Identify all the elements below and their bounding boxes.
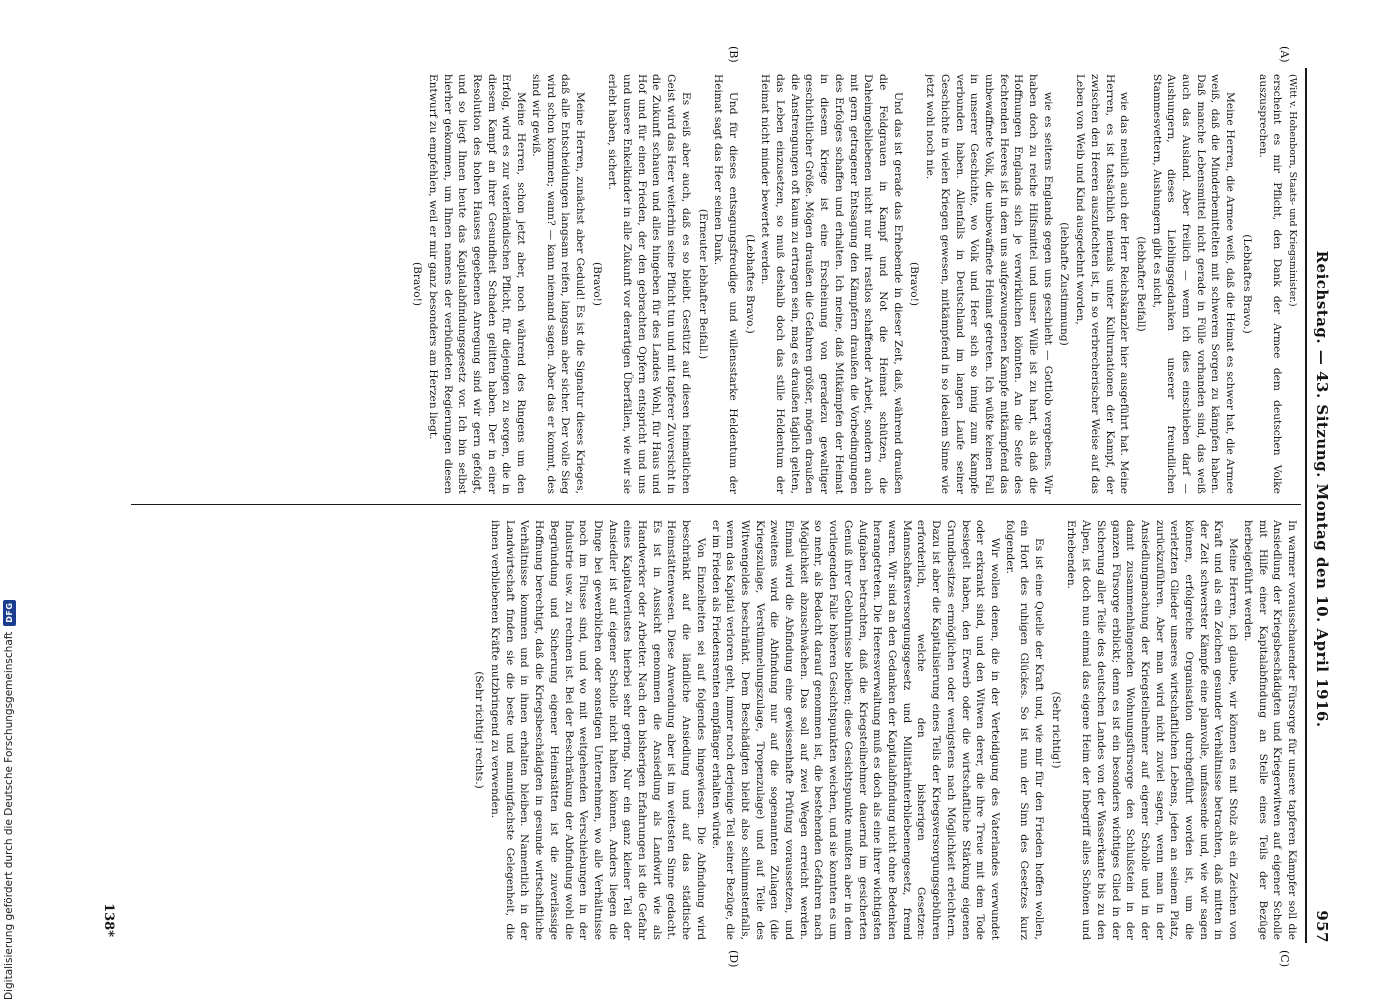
paragraph: Es weiß aber auch, daß es so bleibt. Gestützt auf diesen heimatlichen Geist wird das Heer weiterhin seine Pflicht tun und mit tapferer Zuversicht in die Zukunft schauen und alles hingeben für des Landes Wohl, für Haus und Hof und für einen Frieden, der den gebrachten Opfern entspricht und uns und unsere Enkelkinder in alle Zukunft vor derartigen Überfällen, wie wir sie erlebt haben, sichert. (606, 74, 692, 494)
interjection: (Sehr richtig! rechts.) (473, 671, 486, 789)
paragraph: Meine Herren, die Armee weiß, daß die Heimat es schwer hat, die Armee weiß, daß die Minderbemittelten mit schweren Sorgen zu kämpfen haben. Daß manche Lebensmittel nicht gerade in Fülle vorhanden sind, das weiß auch das Ausland. Aber freilich — wenn ich dies einschieben darf — Aushungern, dieses Lieblingsgedanken unserer freundlichen Stammesvettern, Aushungern gibt es nicht, (1150, 74, 1237, 494)
paragraph: Es ist eine Quelle der Kraft und, wie mir für den Frieden hoffen wollen, ein Hort des ruhigen Glückes. So ist nun der Sinn des Gesetzes kurz folgender. (1003, 520, 1046, 940)
paragraph: Und für dieses entsagungsfreudige und willensstarke Heldentum der Heimat sagt das Heer seinen Dank. (712, 74, 739, 494)
interjection: (Lebhaftes Bravo.) (743, 234, 756, 334)
interjection: (Bravo!) (908, 261, 921, 307)
interjection: (Bravo!) (411, 261, 424, 307)
running-head (1309, 68, 1335, 943)
paragraph-continuation: erscheint es mir Pflicht, den Dank der Armee dem deutschen Volke auszusprechen. (1256, 74, 1284, 494)
right-column (139, 520, 1299, 940)
interjection: (lebhafte Zustimmung) (1058, 222, 1071, 346)
paragraph-continuation: In warmer vorausschauender Fürsorge für unsere tapferen Kämpfer soll die Ansiedlung der Kriegsbeschädigten und Kriegerwitwen auf eigener Scholle mit Hilfe einer Kapitalabfindung an Stelle eines Teils der Bezüge herbeigeführt werden. (1241, 520, 1298, 940)
interjection: (Erneuter lebhafter Beifall.) (696, 208, 709, 360)
paragraph: Und das ist gerade das Erhebende in dieser Zeit, daß, während draußen die Feldgrauen in Kampf und Not die Heimat schützen, die Daheimgebliebenen nicht nur mit rastlos schaffender Arbeit, sondern auch mit gern getragener Entsagung den Kämpfern draußen die Vorbedingungen des Erfolges schaffen und erhalten. Ich meine, daß Mitkämpfen der Heimat in diesem Kriege ist eine Erscheinung von geradezu gewaltiger geschichtlicher Größe. Mögen draußen die Gefahren größer, mögen draußen die Anstrengungen oft kaum zu ertragen sein, mag es draußen täglich gelten, das Leben einzusetzen, so muß deshalb doch das stille Heldentum der Heimat nicht minder bewertet werden. (759, 74, 904, 494)
paragraph: wie es seitens Englands gegen uns geschieht — Gottlob vergebens. Wir haben doch zu reiche Hilfsmittel und unser Wille ist zu hart, als daß die Hoffnungen Englands sich je verwirklichen könnten. An die Seite des fechtenden Heeres ist in dem uns aufgezwungenen Kampfe mitkämpfend das unbewaffnete Volk, die unbewaffnete Heimat getreten. Ich wüßte keinen Fall in unserer Geschichte, wo Volk und Heer sich so innig zum Kampfe verbunden haben. Allenfalls in Deutschland im langen Laufe seiner Geschichte in vielen Kriegen gewesen, mitkämpfend in so idealem Sinne wie jetzt wohl noch nie. (924, 74, 1054, 494)
paragraph: Meine Herren, ich glaube, wir können es mit Stolz als ein Zeichen von Kraft und als ein Zeichen gesunder Verhältnisse betrachten, daß mitten in der Zeit schwerster Kämpfe eine planvolle, umfassende und, wie wir sagen können, erfolgreiche Organisation durchgeführt worden ist, um die verletzten Glieder unseres wirtschaftlichen Lebens, jeden an seinem Platz, zurückzuführen. Aber man wird nicht zuviel sagen, wenn man in der Ansiedlungmachung der Kriegsteilnehmer auf eigener Scholle und in der damit zusammenhängenden Wohnungsfürsorge den Schlußstein in der ganzen Fürsorge erblickt; denn es ist ein besonders wichtiges Glied in der Sicherung aller Teile des deutschen Landes von der Wasserkante bis zu den Alpen, ist doch nun einmal das eigene Heim der Inbegriff alles Schönen und Erhebenden. (1065, 520, 1240, 940)
header-rule (1305, 68, 1307, 943)
margin-marker-c: (C) (1278, 950, 1291, 967)
dfg-logo: DFG (3, 600, 16, 626)
page-number-top: 957 (1313, 910, 1331, 943)
footer-page-number: 138* (101, 903, 116, 937)
left-column (139, 74, 1299, 494)
speaker-line: (Witt v. Hohenborn, Staats- und Kriegsminister.) (1287, 74, 1298, 307)
interjection: (lebhafter Beifall) (1134, 236, 1147, 332)
paragraph: Wir wollen denen, die in der Verteidigung des Vaterlandes verwundet oder erkrankt sind, und den Witwen derer, die ihre Treue mit dem Tode besiegelt haben, den Erwerb oder die wirtschaftliche Stärkung eigenen Grundbesitzes ermöglichen oder wenigstens nach Möglichkeit erleichtern. Dazu ist aber die Kapitalisierung eines Teils der Kriegsversorgungsgebühren erforderlich, welche den bisherigen Gesetzen: Mannschaftsversorgungsgesetz und Militärhinterbliebenengesetz, fremd waren. Wir sind an den Gedanken der Kapitalabfindung nicht ohne Bedenken herangetreten. Die Heeresverwaltung muß es doch als eine ihrer wichtigsten Aufgaben betrachten, daß die Kriegsteilnehmer dauernd im gesicherten Genuß ihrer Gebührnisse bleiben; diese Gesichtspunkte mußten aber in dem vorliegenden Falle höheren Gesichtspunkten weichen, und sie konnten es um so mehr, als Bedacht darauf genommen ist, die bestehenden Gefahren nach Möglichkeit abzuschwächen. Das soll auf zwei Wegen erreicht werden. Einmal wird die Abfindung eine gewissenhafte Prüfung voraussetzen, und zweitens wird die Abfindung nur auf die sogenannten Zulagen (die Kriegszulage, Verstümmelungszulage, Tropenzulage) und auf Teile des Witwengeldes beschränkt. Dem Beschädigten bleibt also schlimmstenfalls, wenn das Kapital verloren geht, immer noch derjenige Teil seiner Bezüge, die er im Frieden als Friedensrenten empfänger erhalten würde. (709, 520, 1001, 940)
paragraph: Meine Herren, schon jetzt aber, noch während des Ringens um den Erfolg, wird es zur vaterländischen Pflicht, für diejenigen zu sorgen, die in diesem Kampf an ihrer Gesundheit Schaden gelitten haben. Der in einer Resolution des hohen Hauses gegebenen Anregung sind wir gern gefolgt, und so liegt Ihnen heute das Kapitalabfindungsgesetz vor. Ich bin selbst hierher gekommen, um Ihnen namens der verbündeten Regierungen diesen Entwurf zu empfehlen, weil er mir ganz besonders am Herzen liegt. (426, 74, 528, 494)
margin-marker-b: (B) (727, 46, 740, 63)
margin-marker-a: (A) (1278, 46, 1291, 63)
paragraph: Von Einzelheiten sei auf folgendes hingewiesen. Die Abfindung wird beschränkt auf die ländliche Ansiedlung und auf das städtische Heimstättenwesen. Diese Anwendung aber ist im weitesten Sinne gedacht. Es ist in Aussicht genommen die Ansiedlung als Landwirt wie als Handwerker oder Arbeiter. Nach den bisherigen Erfahrungen ist die Gefahr eines Kapitalverlustes hierbei sehr gering. Nur ein ganz kleiner Teil der Ansiedler ist auf eigener Scholle nicht halten können. Anders liegen die Dinge bei gewerblichen oder sonstigen Unternehmen, wo alle Verhältnisse noch im Flusse sind, und wo mit weitgehenden Verschiebungen in der Industrie usw. zu rechnen ist. Bei der Beschränkung der Abfindung wohl die Begründung und Sicherung eigener Heimstätten ist die zuverlässige Hoffnung berechtigt, daß die Kriegsbeschädigten in gesunde wirtschaftliche Verhältnisse kommen und in ihnen erhalten bleiben. Namentlich in der Landwirtschaft finden sie die beste und mannigfachste Gelegenheit, die ihnen verbliebenen Kräfte nutzbringend zu verwenden. (489, 520, 707, 940)
interjection: (Sehr richtig!) (1049, 691, 1062, 769)
column-divider (131, 504, 1301, 505)
margin-marker-d: (D) (727, 950, 740, 968)
interjection: (Bravo!) (590, 261, 603, 307)
running-head-title: Reichstag. — 43. Sitzung. Montag den 10. April 1916. (1313, 250, 1331, 728)
interjection: (Lebhaftes Bravo.) (1240, 234, 1253, 334)
paragraph: Meine Herren, zunächst aber Geduld! Es ist die Signatur dieses Krieges, daß alle Entscheidungen langsam reifen, langsam aber sicher. Der volle Sieg wird schon kommen; wann? — kann niemand sagen. Aber das er kommt, des sind wir gewiß. (529, 74, 586, 494)
credit-text: Digitalisierung gefördert durch die Deutsche Forschungsgemeinschaft (3, 631, 15, 1000)
document-page (95, 46, 1335, 968)
paragraph: wie das neulich auch der Herr Reichskanzler hier ausgeführt hat. Meine Herren, es ist tatsächlich niemals unter Kulturnationen der Kampf, der zwischen den Heeren auszufechten ist, in so verbrecherischer Weise auf das Leben von Weib und Kind ausgedehnt worden, (1074, 74, 1131, 494)
credit-strip (0, 0, 18, 1000)
